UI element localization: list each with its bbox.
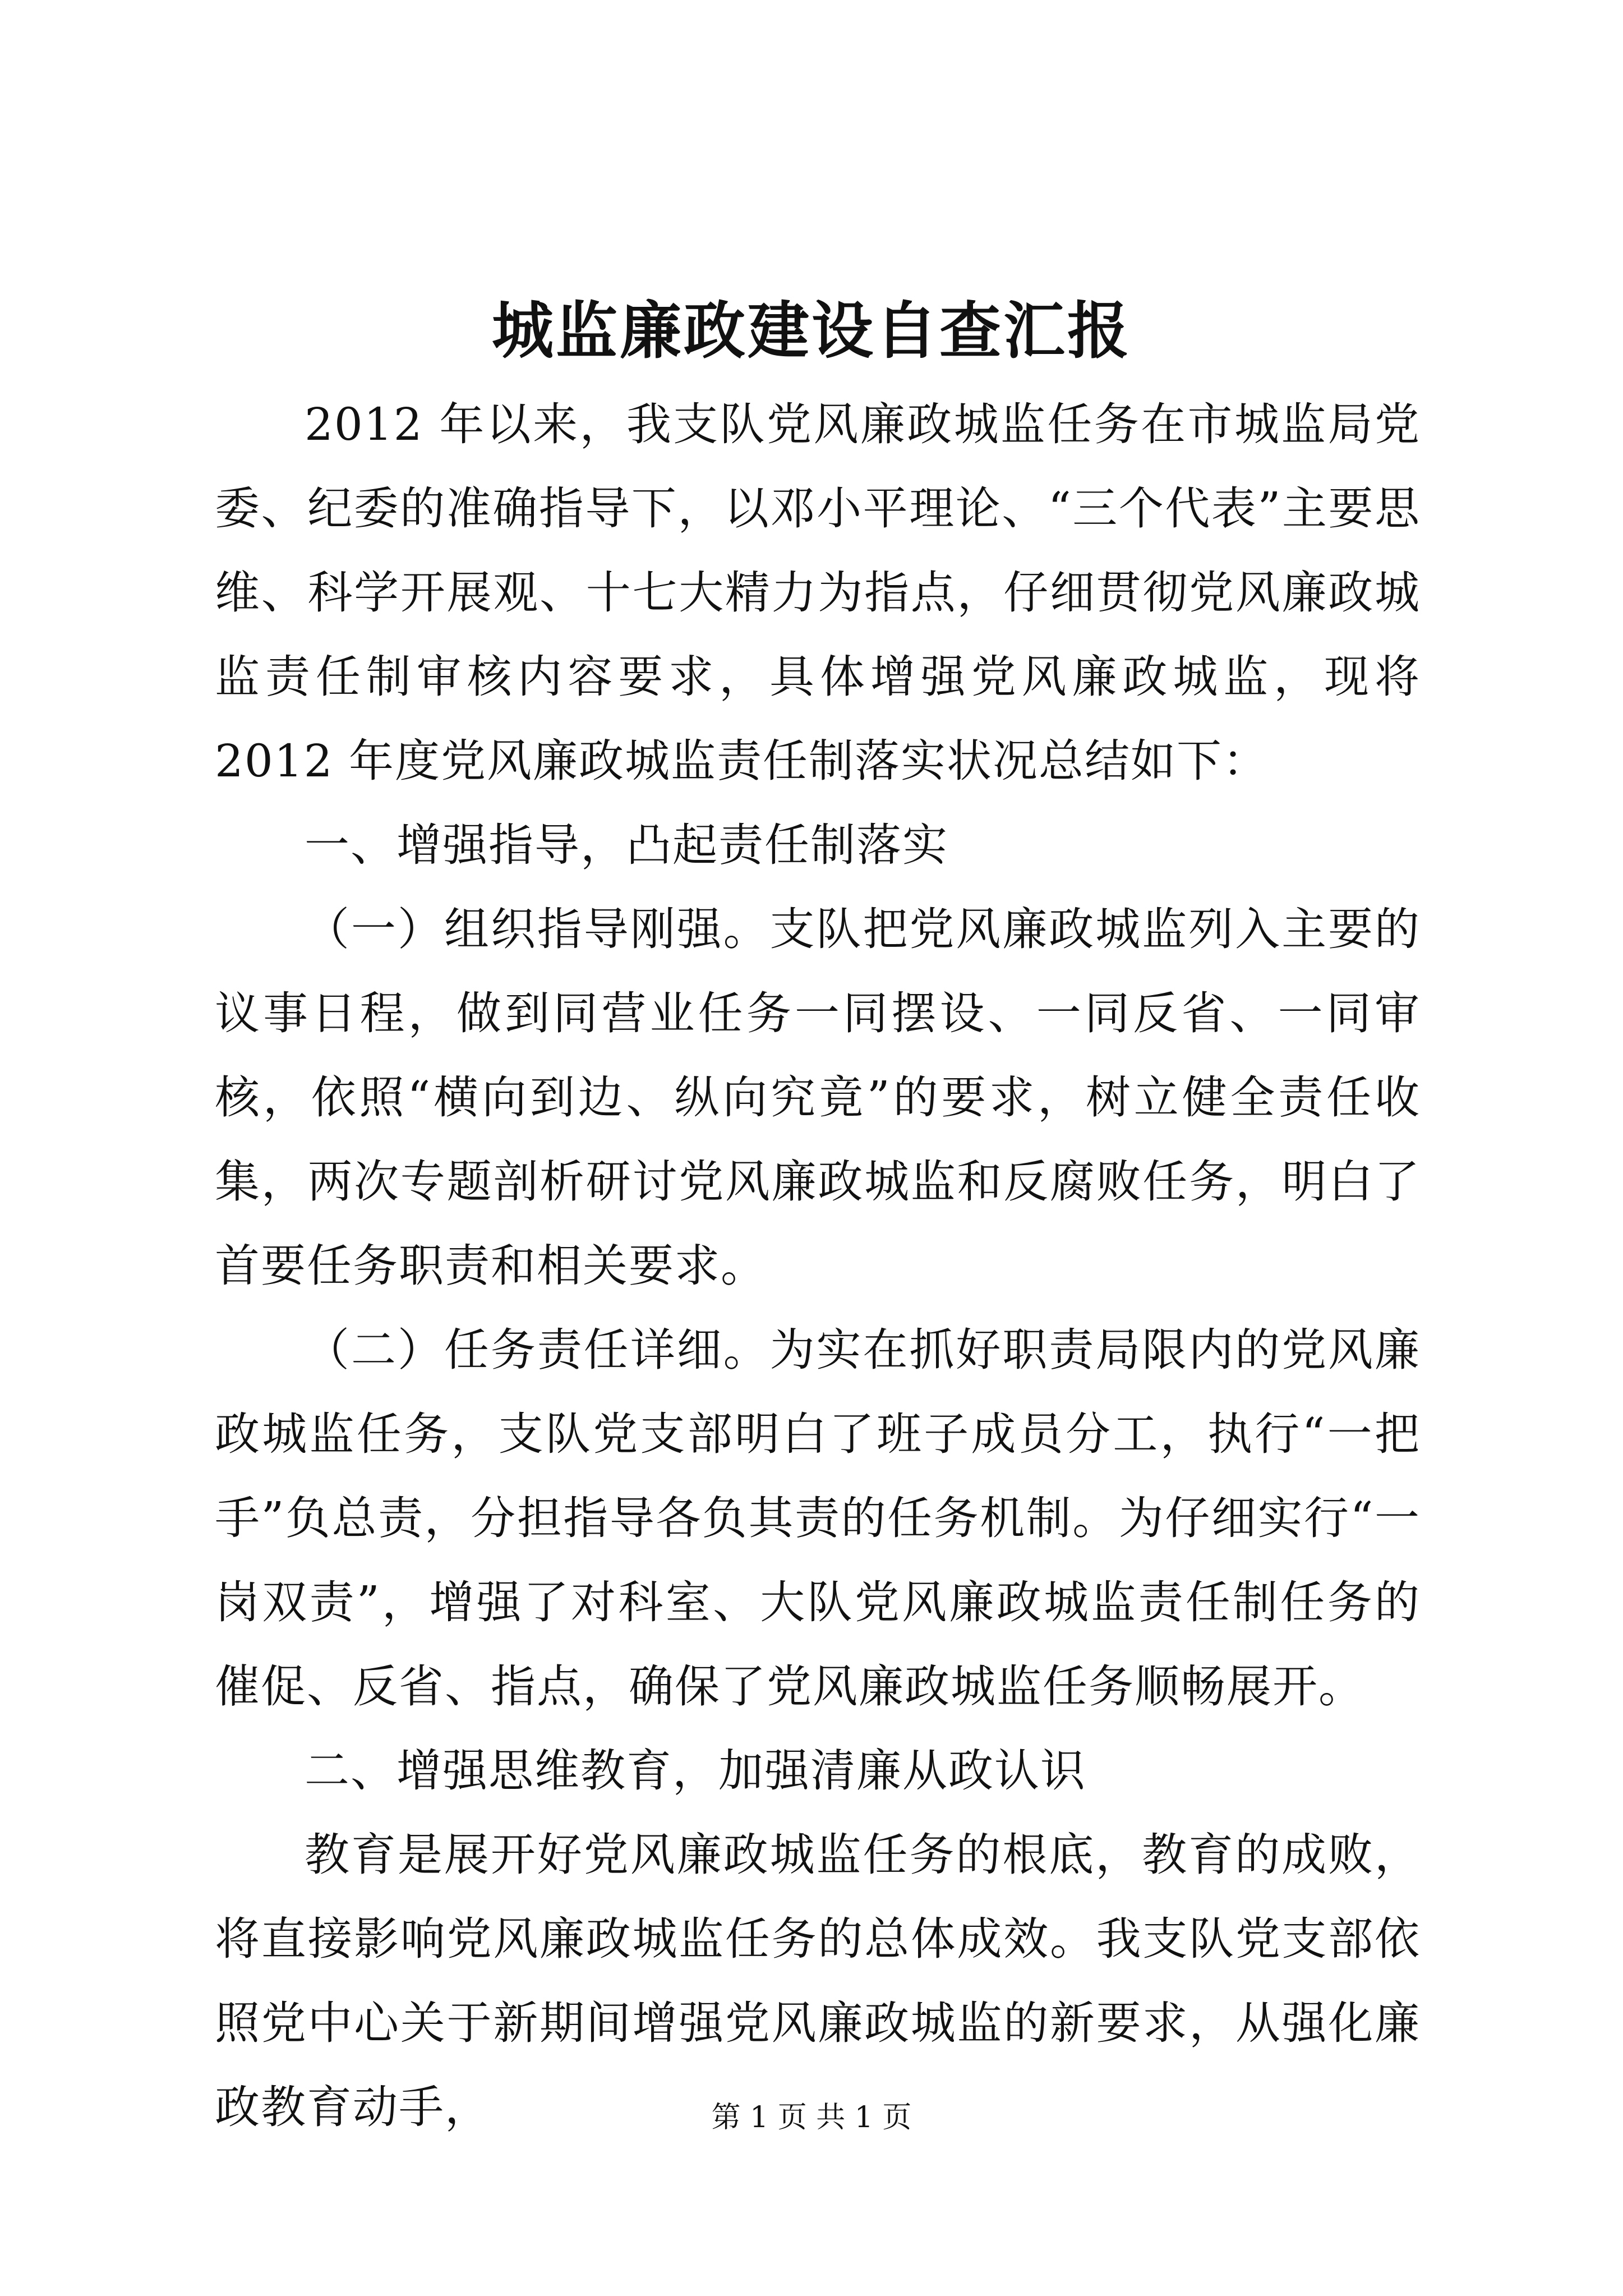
paragraph-responsibility: （二）任务责任详细。为实在抓好职责局限内的党风廉政城监任务，支队党支部明白了班子成员分工，执行“一把手”负总责，分担指导各负其责的任务机制。为仔细实行“一岗双责”，增强了对科室、大队党风廉政城监责任制任务的催促、反省、指点，确保了党风廉政城监任务顺畅展开。	[215, 1324, 1421, 1713]
page-footer: 第 1 页 共 1 页	[711, 2101, 912, 2134]
paragraph-organization: （一）组织指导刚强。支队把党风廉政城监列入主要的议事日程，做到同营业任务一同摆设、一同反省、一同审核，依照“横向到边、纵向究竟”的要求，树立健全责任收集，两次专题剖析研讨党风廉政城监和反腐败任务，明白了首要任务职责和相关要求。	[215, 903, 1421, 1292]
document-body	[215, 383, 1421, 2150]
paragraph-intro: 2012 年以来，我支队党风廉政城监任务在市城监局党委、纪委的准确指导下，以邓小平理论、“三个代表”主要思维、科学开展观、十七大精力为指点，仔细贯彻党风廉政城监责任制审核内容要求，具体增强党风廉政城监，现将 2012 年度党风廉政城监责任制落实状况总结如下：	[215, 398, 1421, 787]
section-heading-1: 一、增强指导，凸起责任制落实	[305, 819, 948, 871]
paragraph-education: 教育是展开好党风廉政城监任务的根底，教育的成败，将直接影响党风廉政城监任务的总体成效。我支队党支部依照党中心关于新期间增强党风廉政城监的新要求，从强化廉政教育动手，	[215, 1829, 1421, 2133]
document-title: 城监廉政建设自查汇报	[492, 295, 1131, 367]
section-heading-2: 二、增强思维教育，加强清廉从政认识	[305, 1745, 1086, 1797]
